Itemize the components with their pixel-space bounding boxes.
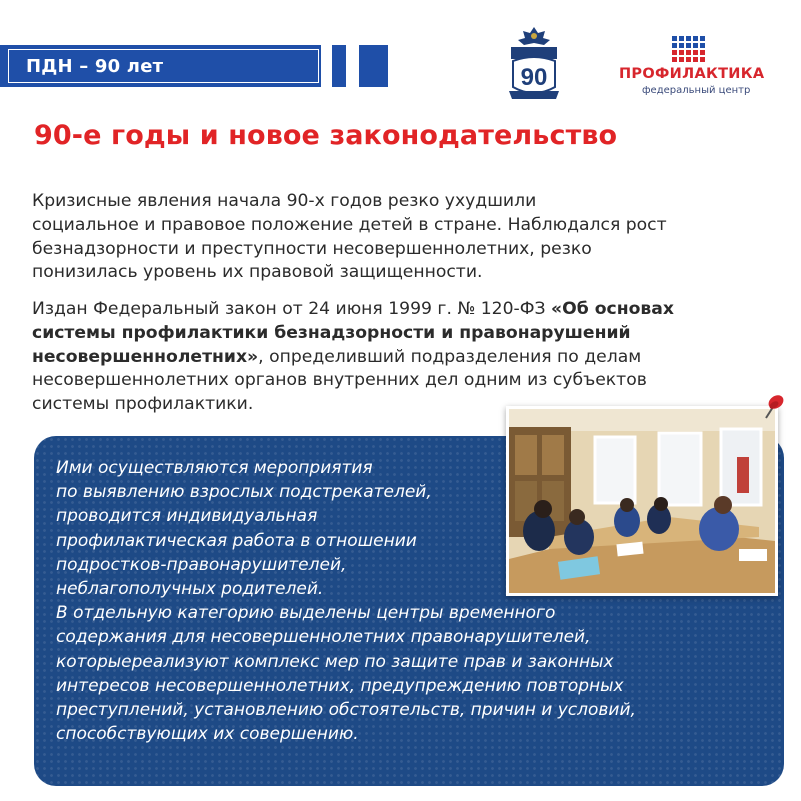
panel-line: Ими осуществляются мероприятия bbox=[56, 458, 373, 478]
panel-line: по выявлению взрослых подстрекателей, bbox=[56, 482, 432, 503]
brand-subtitle: федеральный центр bbox=[642, 85, 751, 96]
paragraph-line: несовершеннолетних органов внутренних дел одним из субъектов bbox=[32, 370, 647, 391]
brand-name: ПРОФИЛАКТИКА bbox=[619, 66, 765, 82]
law-paragraph bbox=[32, 298, 792, 417]
police-emblem-icon bbox=[503, 25, 565, 103]
law-title: несовершеннолетних» bbox=[32, 346, 259, 367]
header-stripe bbox=[359, 45, 388, 87]
panel-line: которыереализуют комплекс мер по защите прав и законных bbox=[56, 651, 614, 672]
panel-line: неблагополучных родителей. bbox=[56, 579, 324, 600]
paragraph-line: Кризисные явления начала 90-х годов резко ухудшили bbox=[32, 191, 537, 211]
panel-line: содержания для несовершеннолетних правонарушителей, bbox=[56, 627, 591, 648]
panel-line: профилактическая работа в отношении bbox=[56, 530, 417, 551]
brand-grid-icon bbox=[672, 36, 706, 62]
panel-line: проводится индивидуальная bbox=[56, 506, 318, 527]
paragraph-line: социальное и правовое положение детей в стране. Наблюдался рост bbox=[32, 214, 667, 235]
panel-line: В отдельную категорию выделены центры временного bbox=[56, 603, 556, 624]
panel-line: преступлений, установлению обстоятельств, причин и условий, bbox=[56, 700, 636, 721]
law-text: Издан Федеральный закон от 24 июня 1999 г. № 120-ФЗ bbox=[32, 299, 551, 319]
emblem-number: 90 bbox=[520, 64, 548, 91]
paragraph-line bbox=[32, 298, 792, 322]
header-band bbox=[0, 45, 321, 87]
push-pin-icon bbox=[760, 392, 786, 422]
paragraph-line: понизилась уровень их правовой защищенности. bbox=[32, 262, 483, 283]
header-stripe bbox=[332, 45, 346, 87]
paragraph-line: безнадзорности и преступности несовершеннолетних, резко bbox=[32, 238, 592, 259]
law-title: «Об основах bbox=[551, 299, 674, 319]
panel-line: интересов несовершеннолетних, предупреждению повторных bbox=[56, 675, 624, 696]
paragraph-line: системы профилактики. bbox=[32, 394, 254, 415]
panel-line: подростков-правонарушителей, bbox=[56, 554, 347, 575]
panel-line: способствующих их совершению. bbox=[56, 724, 359, 745]
header-title: ПДН – 90 лет bbox=[26, 56, 164, 77]
page-title: 90-е годы и новое законодательство bbox=[34, 120, 618, 151]
intro-paragraph bbox=[32, 190, 792, 285]
classroom-photo bbox=[506, 406, 778, 596]
law-text: , определивший подразделения по делам bbox=[258, 346, 642, 367]
classroom-illustration bbox=[509, 409, 775, 593]
law-title: системы профилактики безнадзорности и правонарушений bbox=[32, 322, 631, 343]
paragraph-line bbox=[32, 346, 792, 370]
